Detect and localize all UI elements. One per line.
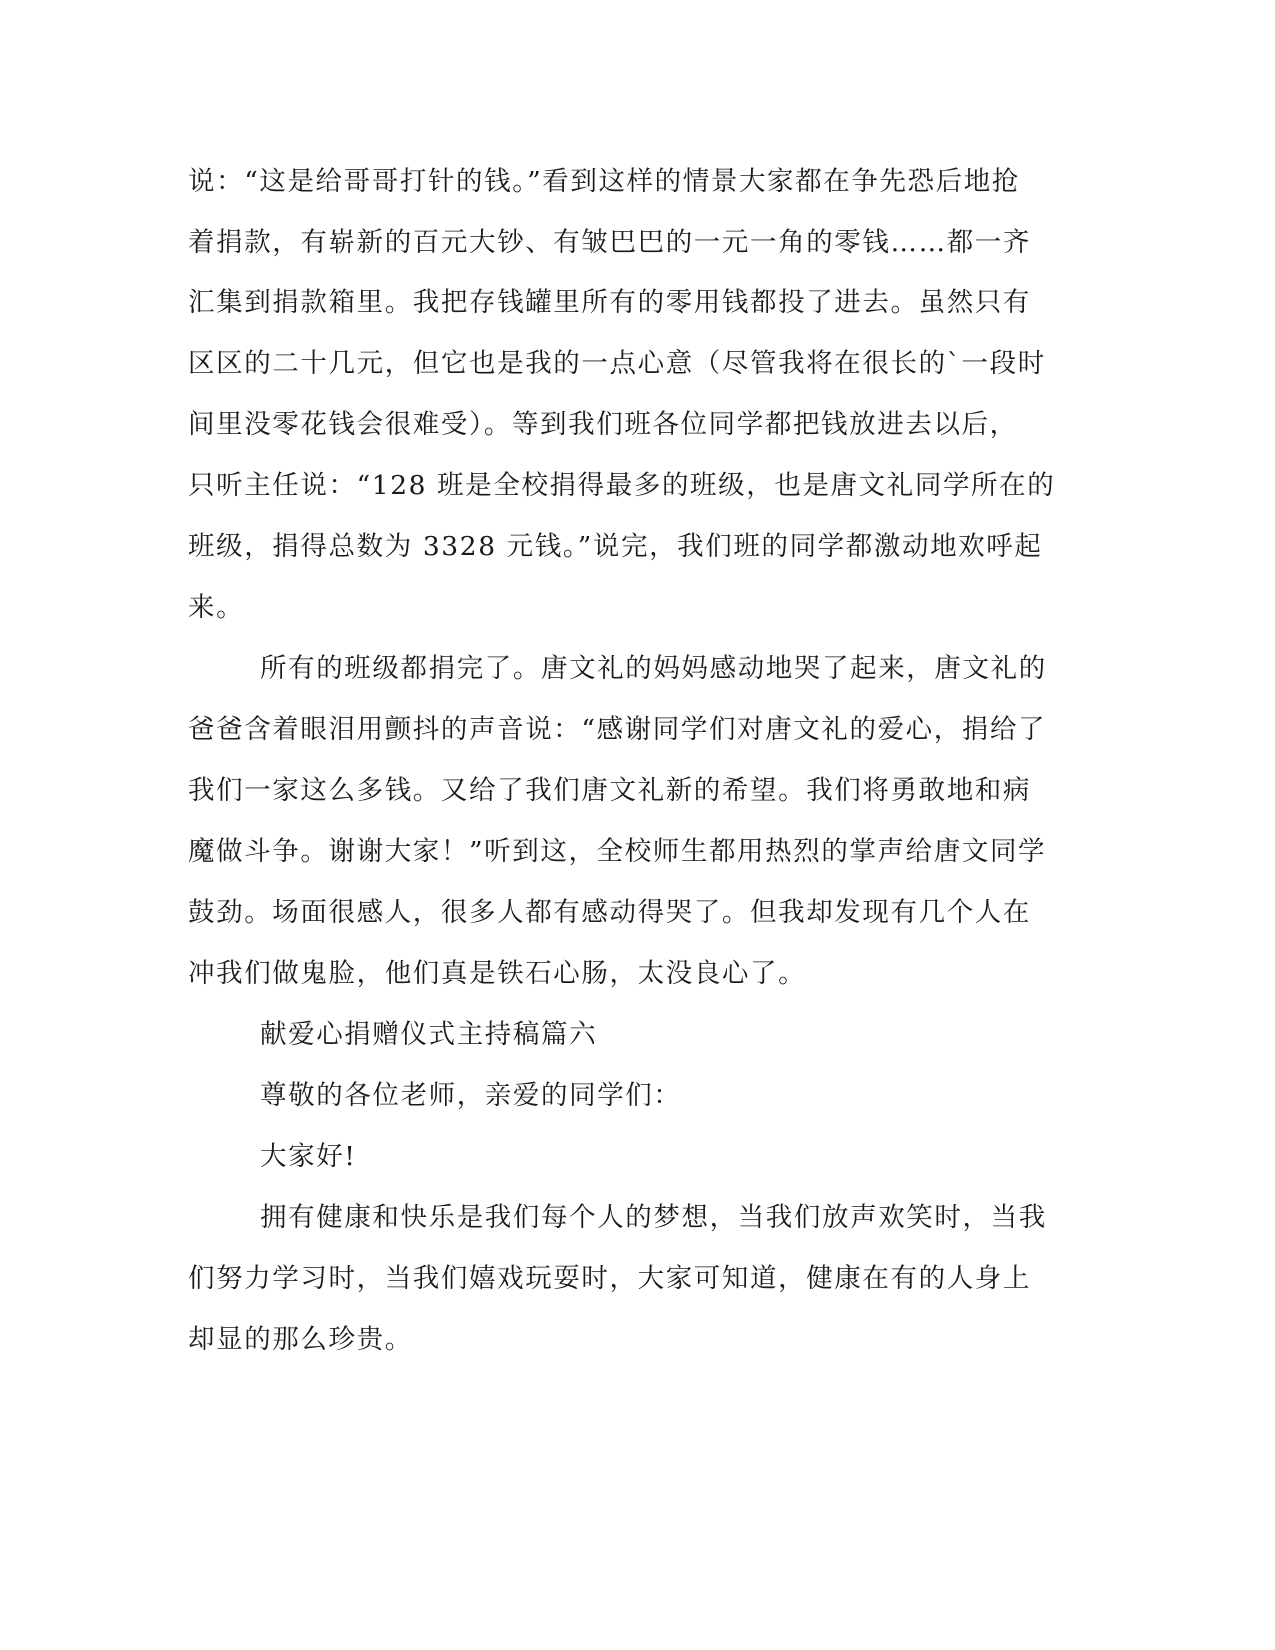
paragraph3-line-2: 们努力学习时，当我们嬉戏玩耍时，大家可知道，健康在有的人身上	[188, 1263, 1031, 1294]
paragraph2-line-1: 所有的班级都捐完了。唐文礼的妈妈感动地哭了起来，唐文礼的	[260, 653, 1047, 684]
paragraph1-line-4: 区区的二十几元，但它也是我的一点心意（尽管我将在很长的`一段时	[188, 348, 1046, 379]
paragraph1-line-8: 来。	[188, 592, 245, 623]
paragraph2-line-5: 鼓劲。场面很感人，很多人都有感动得哭了。但我却发现有几个人在	[188, 897, 1031, 928]
paragraph1-line-3: 汇集到捐款箱里。我把存钱罐里所有的零用钱都投了进去。虽然只有	[188, 287, 1031, 318]
greeting: 大家好!	[260, 1141, 357, 1172]
section-title: 献爱心捐赠仪式主持稿篇六	[260, 1019, 598, 1050]
paragraph2-line-2: 爸爸含着眼泪用颤抖的声音说：“感谢同学们对唐文礼的爱心，捐给了	[188, 714, 1047, 745]
paragraph1-line-2: 着捐款，有崭新的百元大钞、有皱巴巴的一元一角的零钱……都一齐	[188, 227, 1031, 258]
paragraph1-line-1: 说：“这是给哥哥打针的钱。”看到这样的情景大家都在争先恐后地抢	[188, 166, 1020, 197]
paragraph2-line-3: 我们一家这么多钱。又给了我们唐文礼新的希望。我们将勇敢地和病	[188, 775, 1031, 806]
paragraph1-line-6: 只听主任说：“128 班是全校捐得最多的班级，也是唐文礼同学所在的	[188, 470, 1056, 501]
paragraph3-line-1: 拥有健康和快乐是我们每个人的梦想，当我们放声欢笑时，当我	[260, 1202, 1047, 1233]
salutation: 尊敬的各位老师，亲爱的同学们：	[260, 1080, 682, 1111]
paragraph2-line-6: 冲我们做鬼脸，他们真是铁石心肠，太没良心了。	[188, 958, 807, 989]
paragraph1-line-7: 班级，捐得总数为 3328 元钱。”说完，我们班的同学都激动地欢呼起	[188, 531, 1043, 562]
paragraph1-line-5: 间里没零花钱会很难受）。等到我们班各位同学都把钱放进去以后，	[188, 409, 1018, 440]
paragraph2-line-4: 魔做斗争。谢谢大家！”听到这，全校师生都用热烈的掌声给唐文同学	[188, 836, 1047, 867]
paragraph3-line-3: 却显的那么珍贵。	[188, 1324, 413, 1355]
